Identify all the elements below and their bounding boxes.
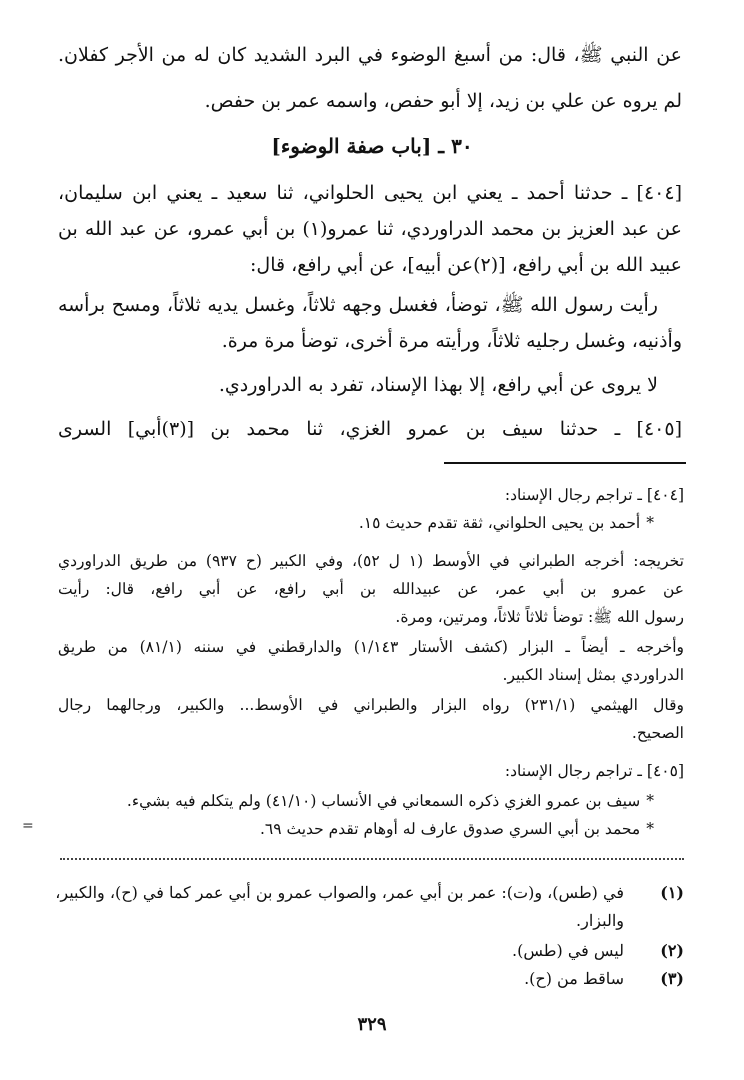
note-number: (٣)	[660, 969, 684, 988]
chapter-heading: ٣٠ ـ [باب صفة الوضوء]	[271, 134, 473, 158]
takhrij-line: الصحيح.	[631, 724, 684, 742]
tarajim-text: سيف بن عمرو الغزي ذكره السمعاني في الأنساب (٤١/١٠) ولم يتكلم فيه بشيء.	[126, 792, 641, 810]
bullet-marker: *	[646, 514, 654, 532]
takhrij-line: الدراوردي بمثل إسناد الكبير.	[502, 666, 684, 684]
bullet-marker: *	[646, 792, 654, 810]
tarajim-405-title: [٤٠٥] ـ تراجم رجال الإسناد:	[504, 762, 684, 780]
note-row	[58, 908, 684, 934]
hadith-404-line: عبيد الله بن أبي رافع، [(٢)عن أبيه]، عن أبي رافع، قال:	[249, 254, 682, 276]
note-number: (١)	[660, 883, 684, 902]
tarajim-404-item	[58, 510, 654, 536]
note-text: ساقط من (ح).	[524, 969, 624, 988]
hadith-405-line: [٤٠٥] ـ حدثنا سيف بن عمرو الغزي، ثنا محمد بن [(٣)أبي] السرى	[58, 418, 683, 440]
tarajim-text: محمد بن أبي السري صدوق عارف له أوهام تقدم حديث ٦٩.	[259, 820, 641, 838]
takhrij-line: تخريجه: أخرجه الطبراني في الأوسط (١ ل ٥٢)، وفي الكبير (ح ٩٣٧) من طريق الدراوردي	[58, 552, 684, 570]
notes-separator	[60, 858, 684, 860]
footnote-separator	[444, 462, 686, 464]
takhrij-line: رسول الله ﷺ: توضأ ثلاثاً ثلاثاً، ومرتين، ومرة.	[395, 608, 684, 626]
tarajim-text: أحمد بن يحيى الحلواني، ثقة تقدم حديث ١٥.	[358, 514, 641, 532]
note-row	[58, 938, 684, 964]
note-text: في (طس)، و(ت): عمر بن أبي عمر، والصواب عمرو بن أبي عمر كما في (ح)، والكبير،	[55, 883, 624, 902]
tarajim-405-item	[58, 816, 654, 842]
main-text-line: عن النبي ﷺ، قال: من أسبغ الوضوء في البرد الشديد كان له من الأجر كفلان.	[58, 44, 682, 66]
hadith-404-line: لا يروى عن أبي رافع، إلا بهذا الإسناد، تفرد به الدراوردي.	[218, 374, 658, 396]
note-row	[55, 880, 684, 906]
margin-mark: =	[22, 818, 34, 834]
note-row	[58, 966, 684, 992]
bullet-marker: *	[646, 820, 654, 838]
hadith-404-line: وأذنيه، وغسل رجليه ثلاثاً، ورأيته مرة أخرى، توضأ مرة مرة.	[221, 330, 682, 352]
tarajim-404-title: [٤٠٤] ـ تراجم رجال الإسناد:	[504, 486, 684, 504]
hadith-404-line: [٤٠٤] ـ حدثنا أحمد ـ يعني ابن يحيى الحلواني، ثنا سعيد ـ يعني ابن سليمان،	[58, 182, 682, 204]
note-text: والبزار.	[576, 911, 624, 930]
note-number: (٢)	[660, 941, 684, 960]
tarajim-405-item	[58, 788, 654, 814]
hadith-404-line: رأيت رسول الله ﷺ، توضأ، فغسل وجهه ثلاثاً، وغسل يديه ثلاثاً، ومسح برأسه	[58, 294, 658, 316]
page-number: ٣٢٩	[357, 1014, 387, 1035]
takhrij-line: وقال الهيثمي (٢٣١/١) رواه البزار والطبراني في الأوسط... والكبير، ورجالهما رجال	[58, 696, 684, 714]
note-text: ليس في (طس).	[512, 941, 624, 960]
main-text-line: لم يروه عن علي بن زيد، إلا أبو حفص، واسمه عمر بن حفص.	[204, 90, 682, 112]
takhrij-line: عن عمرو بن أبي عمر، عن عبيدالله بن أبي رافع، عن أبي رافع، قال: رأيت	[58, 580, 684, 598]
hadith-404-line: عن عبد العزيز بن محمد الدراوردي، ثنا عمرو(١) بن أبي عمرو، عن عبد الله بن	[58, 218, 682, 240]
takhrij-line: وأخرجه ـ أيضاً ـ البزار (كشف الأستار ١/١٤٣) والدارقطني في سننه (٨١/١) من طريق	[58, 638, 685, 656]
